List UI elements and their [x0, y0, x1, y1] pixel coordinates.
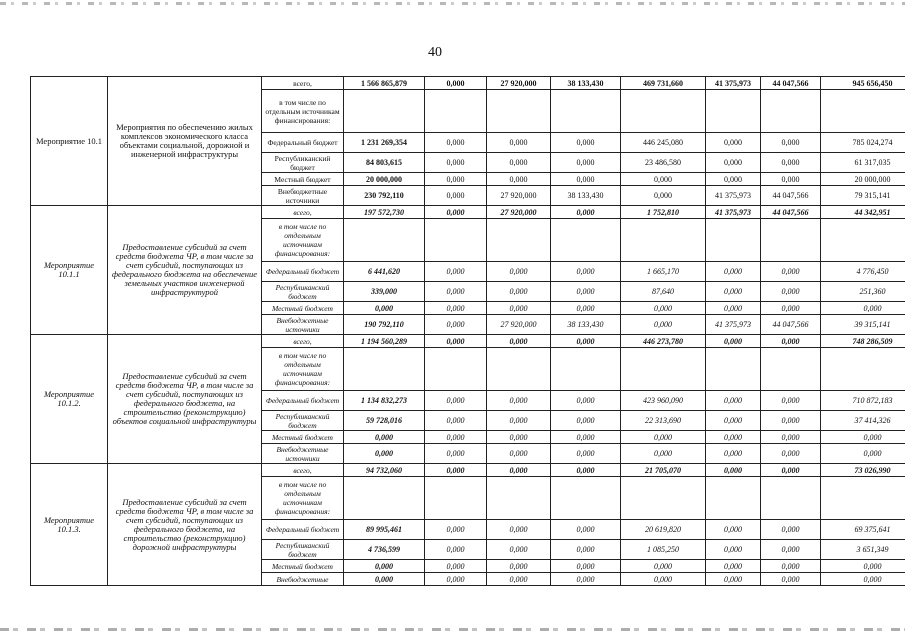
year-value: 0,000: [821, 573, 905, 586]
year-value: 0,000: [551, 153, 621, 173]
year-value: 0,000: [761, 464, 821, 477]
year-value: 38 133,430: [551, 186, 621, 206]
funding-source: Местный бюджет: [262, 173, 344, 186]
year-value: [821, 219, 905, 262]
year-value: 0,000: [487, 520, 551, 540]
total-value: 4 736,599: [344, 540, 425, 560]
year-value: 0,000: [487, 302, 551, 315]
total-value: 1 134 832,273: [344, 391, 425, 411]
year-value: 0,000: [487, 540, 551, 560]
year-value: 0,000: [621, 444, 706, 464]
year-value: 0,000: [706, 335, 761, 348]
year-value: 0,000: [821, 444, 905, 464]
year-value: 0,000: [761, 391, 821, 411]
year-value: 0,000: [621, 573, 706, 586]
funding-source: Республиканский бюджет: [262, 540, 344, 560]
year-value: 0,000: [425, 173, 487, 186]
year-value: 0,000: [761, 573, 821, 586]
year-value: [425, 219, 487, 262]
year-value: [425, 477, 487, 520]
year-value: 0,000: [761, 153, 821, 173]
year-value: 27 920,000: [487, 186, 551, 206]
page-number: 40: [428, 45, 442, 60]
measure-code: Мероприятие 10.1.1: [31, 206, 108, 335]
funding-source: всего,: [262, 77, 344, 90]
year-value: 0,000: [551, 206, 621, 219]
total-value: [344, 219, 425, 262]
total-value: 59 728,016: [344, 411, 425, 431]
year-value: 0,000: [706, 560, 761, 573]
year-value: 21 705,070: [621, 464, 706, 477]
year-value: [487, 477, 551, 520]
year-value: [621, 477, 706, 520]
year-value: 0,000: [487, 431, 551, 444]
year-value: 0,000: [706, 573, 761, 586]
total-value: 197 572,730: [344, 206, 425, 219]
year-value: 0,000: [706, 520, 761, 540]
year-value: 27 920,000: [487, 77, 551, 90]
year-value: [821, 90, 905, 133]
year-value: 0,000: [621, 431, 706, 444]
total-value: [344, 348, 425, 391]
table-row: [31, 335, 905, 348]
year-value: 0,000: [425, 335, 487, 348]
year-value: [761, 477, 821, 520]
funding-source: Внебюджетные: [262, 573, 344, 586]
funding-source: Внебюджетные источники: [262, 444, 344, 464]
year-value: 0,000: [425, 302, 487, 315]
year-value: 0,000: [821, 560, 905, 573]
year-value: 0,000: [621, 315, 706, 335]
year-value: 0,000: [487, 444, 551, 464]
year-value: [551, 90, 621, 133]
year-value: 41 375,973: [706, 77, 761, 90]
year-value: 0,000: [706, 444, 761, 464]
year-value: 44 047,566: [761, 77, 821, 90]
year-value: 0,000: [621, 173, 706, 186]
total-value: 230 792,110: [344, 186, 425, 206]
total-value: 6 441,620: [344, 262, 425, 282]
year-value: [761, 219, 821, 262]
year-value: 20 619,820: [621, 520, 706, 540]
funding-source: всего,: [262, 206, 344, 219]
year-value: 251,360: [821, 282, 905, 302]
year-value: 87,640: [621, 282, 706, 302]
total-value: 190 792,110: [344, 315, 425, 335]
year-value: 61 317,035: [821, 153, 905, 173]
funding-source: Внебюджетные источники: [262, 186, 344, 206]
year-value: 0,000: [425, 262, 487, 282]
year-value: 0,000: [425, 560, 487, 573]
year-value: 0,000: [761, 262, 821, 282]
year-value: 945 656,450: [821, 77, 905, 90]
year-value: 0,000: [706, 391, 761, 411]
year-value: 41 375,973: [706, 206, 761, 219]
funding-source: Внебюджетные источники: [262, 315, 344, 335]
year-value: 0,000: [425, 282, 487, 302]
year-value: 0,000: [487, 173, 551, 186]
total-value: [344, 477, 425, 520]
year-value: 785 024,274: [821, 133, 905, 153]
year-value: 0,000: [425, 206, 487, 219]
year-value: 0,000: [821, 431, 905, 444]
year-value: 0,000: [551, 282, 621, 302]
year-value: 23 486,580: [621, 153, 706, 173]
table-row: [31, 77, 905, 90]
year-value: 0,000: [761, 540, 821, 560]
year-value: [621, 90, 706, 133]
year-value: 0,000: [706, 282, 761, 302]
table-row: [31, 464, 905, 477]
year-value: 0,000: [425, 520, 487, 540]
total-value: 20 000,000: [344, 173, 425, 186]
year-value: 0,000: [761, 133, 821, 153]
year-value: 446 273,780: [621, 335, 706, 348]
year-value: [551, 219, 621, 262]
year-value: 0,000: [706, 540, 761, 560]
year-value: 0,000: [487, 573, 551, 586]
measure-code: Мероприятие 10.1.3.: [31, 464, 108, 586]
year-value: 0,000: [621, 302, 706, 315]
year-value: 0,000: [551, 302, 621, 315]
year-value: [487, 348, 551, 391]
year-value: 0,000: [621, 186, 706, 206]
year-value: 0,000: [821, 302, 905, 315]
year-value: 0,000: [425, 411, 487, 431]
funding-source: в том числе по отдельным источникам финансирования:: [262, 348, 344, 391]
year-value: [551, 348, 621, 391]
year-value: 0,000: [425, 573, 487, 586]
funding-source: всего,: [262, 335, 344, 348]
year-value: 27 920,000: [487, 315, 551, 335]
year-value: 0,000: [487, 282, 551, 302]
total-value: 339,000: [344, 282, 425, 302]
year-value: [425, 90, 487, 133]
year-value: [551, 477, 621, 520]
total-value: 0,000: [344, 560, 425, 573]
year-value: 0,000: [761, 302, 821, 315]
funding-source: Федеральный бюджет: [262, 262, 344, 282]
year-value: 0,000: [761, 520, 821, 540]
scan-noise-bottom: [0, 628, 905, 631]
year-value: [706, 348, 761, 391]
year-value: 0,000: [425, 431, 487, 444]
year-value: 1 665,170: [621, 262, 706, 282]
year-value: 0,000: [425, 133, 487, 153]
year-value: 0,000: [706, 464, 761, 477]
year-value: 0,000: [761, 173, 821, 186]
year-value: 0,000: [425, 540, 487, 560]
total-value: 1 566 865,879: [344, 77, 425, 90]
year-value: [621, 219, 706, 262]
year-value: 0,000: [551, 391, 621, 411]
year-value: [706, 219, 761, 262]
year-value: 4 776,450: [821, 262, 905, 282]
year-value: 0,000: [551, 540, 621, 560]
year-value: 0,000: [487, 262, 551, 282]
year-value: [425, 348, 487, 391]
total-value: 0,000: [344, 444, 425, 464]
year-value: 27 920,000: [487, 206, 551, 219]
year-value: 1 085,250: [621, 540, 706, 560]
funding-source: Республиканский бюджет: [262, 411, 344, 431]
year-value: 0,000: [425, 77, 487, 90]
year-value: 37 414,326: [821, 411, 905, 431]
year-value: 0,000: [706, 411, 761, 431]
year-value: 0,000: [425, 153, 487, 173]
year-value: [621, 348, 706, 391]
year-value: 3 651,349: [821, 540, 905, 560]
year-value: 0,000: [706, 173, 761, 186]
year-value: 0,000: [551, 411, 621, 431]
total-value: 1 231 269,354: [344, 133, 425, 153]
funding-source: в том числе по отдельным источникам финансирования:: [262, 219, 344, 262]
table-body: [31, 77, 905, 586]
total-value: 1 194 560,289: [344, 335, 425, 348]
measure-description: Предоставление субсидий за счет средств бюджета ЧР, в том числе за счет субсидий, поступающих из федерального бюджета, на строительство (реконструкцию) объектов социальной инфраструктуры: [108, 335, 262, 464]
funding-source: в том числе по отдельным источникам финансирования:: [262, 477, 344, 520]
funding-source: Местный бюджет: [262, 302, 344, 315]
total-value: 89 995,461: [344, 520, 425, 540]
measure-description: Мероприятия по обеспечению жилых комплексов экономического класса объектами социальной, дорожной и инженерной инфраструктуры: [108, 77, 262, 206]
year-value: [821, 348, 905, 391]
year-value: 44 047,566: [761, 206, 821, 219]
year-value: 0,000: [551, 444, 621, 464]
total-value: 0,000: [344, 302, 425, 315]
measure-description: Предоставление субсидий за счет средств бюджета ЧР, в том числе за счет субсидий, поступающих из федерального бюджета, на строительство (реконструкцию) дорожной инфраструктуры: [108, 464, 262, 586]
year-value: 748 286,509: [821, 335, 905, 348]
year-value: 0,000: [487, 560, 551, 573]
year-value: 0,000: [425, 186, 487, 206]
year-value: 39 315,141: [821, 315, 905, 335]
year-value: 22 313,690: [621, 411, 706, 431]
year-value: 0,000: [551, 431, 621, 444]
year-value: 0,000: [621, 560, 706, 573]
year-value: 41 375,973: [706, 315, 761, 335]
year-value: 73 026,990: [821, 464, 905, 477]
year-value: 41 375,973: [706, 186, 761, 206]
year-value: 423 960,090: [621, 391, 706, 411]
funding-source: в том числе по отдельным источникам финансирования:: [262, 90, 344, 133]
year-value: 1 752,810: [621, 206, 706, 219]
measure-description: Предоставление субсидий за счет средств бюджета ЧР, в том числе за счет субсидий, поступающих из федерального бюджета на обеспечение земельных участков инженерной инфраструктурой: [108, 206, 262, 335]
funding-source: Местный бюджет: [262, 560, 344, 573]
year-value: [761, 90, 821, 133]
year-value: 0,000: [761, 431, 821, 444]
year-value: 0,000: [551, 173, 621, 186]
year-value: 38 133,430: [551, 315, 621, 335]
year-value: 0,000: [425, 444, 487, 464]
year-value: 0,000: [425, 315, 487, 335]
year-value: [487, 90, 551, 133]
year-value: 0,000: [425, 391, 487, 411]
year-value: 0,000: [706, 153, 761, 173]
year-value: 0,000: [706, 133, 761, 153]
funding-source: Республиканский бюджет: [262, 153, 344, 173]
year-value: 0,000: [551, 520, 621, 540]
total-value: [344, 90, 425, 133]
table-row: [31, 206, 905, 219]
year-value: 0,000: [425, 464, 487, 477]
year-value: 0,000: [487, 411, 551, 431]
year-value: 0,000: [761, 444, 821, 464]
funding-source: всего,: [262, 464, 344, 477]
year-value: 0,000: [761, 335, 821, 348]
total-value: 94 732,060: [344, 464, 425, 477]
year-value: 0,000: [551, 133, 621, 153]
year-value: [821, 477, 905, 520]
year-value: 0,000: [487, 133, 551, 153]
measure-code: Мероприятие 10.1: [31, 77, 108, 206]
total-value: 84 803,615: [344, 153, 425, 173]
year-value: 0,000: [487, 335, 551, 348]
year-value: 0,000: [551, 560, 621, 573]
year-value: 44 342,951: [821, 206, 905, 219]
year-value: 0,000: [551, 573, 621, 586]
year-value: 0,000: [551, 262, 621, 282]
year-value: 38 133,430: [551, 77, 621, 90]
year-value: 0,000: [706, 262, 761, 282]
year-value: 0,000: [487, 464, 551, 477]
measure-code: Мероприятие 10.1.2.: [31, 335, 108, 464]
year-value: 0,000: [487, 153, 551, 173]
year-value: 69 375,641: [821, 520, 905, 540]
year-value: 710 872,183: [821, 391, 905, 411]
year-value: 20 000,000: [821, 173, 905, 186]
year-value: 0,000: [551, 464, 621, 477]
year-value: [487, 219, 551, 262]
year-value: 44 047,566: [761, 315, 821, 335]
year-value: 0,000: [551, 335, 621, 348]
funding-source: Местный бюджет: [262, 431, 344, 444]
year-value: [706, 477, 761, 520]
year-value: 0,000: [761, 411, 821, 431]
year-value: 0,000: [761, 560, 821, 573]
funding-source: Федеральный бюджет: [262, 520, 344, 540]
year-value: [706, 90, 761, 133]
year-value: [761, 348, 821, 391]
year-value: 79 315,141: [821, 186, 905, 206]
year-value: 0,000: [761, 282, 821, 302]
year-value: 0,000: [487, 391, 551, 411]
funding-source: Федеральный бюджет: [262, 133, 344, 153]
budget-table: [30, 76, 905, 586]
year-value: 0,000: [706, 431, 761, 444]
total-value: 0,000: [344, 573, 425, 586]
funding-source: Республиканский бюджет: [262, 282, 344, 302]
year-value: 469 731,660: [621, 77, 706, 90]
scan-noise-top: [0, 2, 905, 5]
year-value: 44 047,566: [761, 186, 821, 206]
funding-source: Федеральный бюджет: [262, 391, 344, 411]
total-value: 0,000: [344, 431, 425, 444]
year-value: 446 245,080: [621, 133, 706, 153]
year-value: 0,000: [706, 302, 761, 315]
